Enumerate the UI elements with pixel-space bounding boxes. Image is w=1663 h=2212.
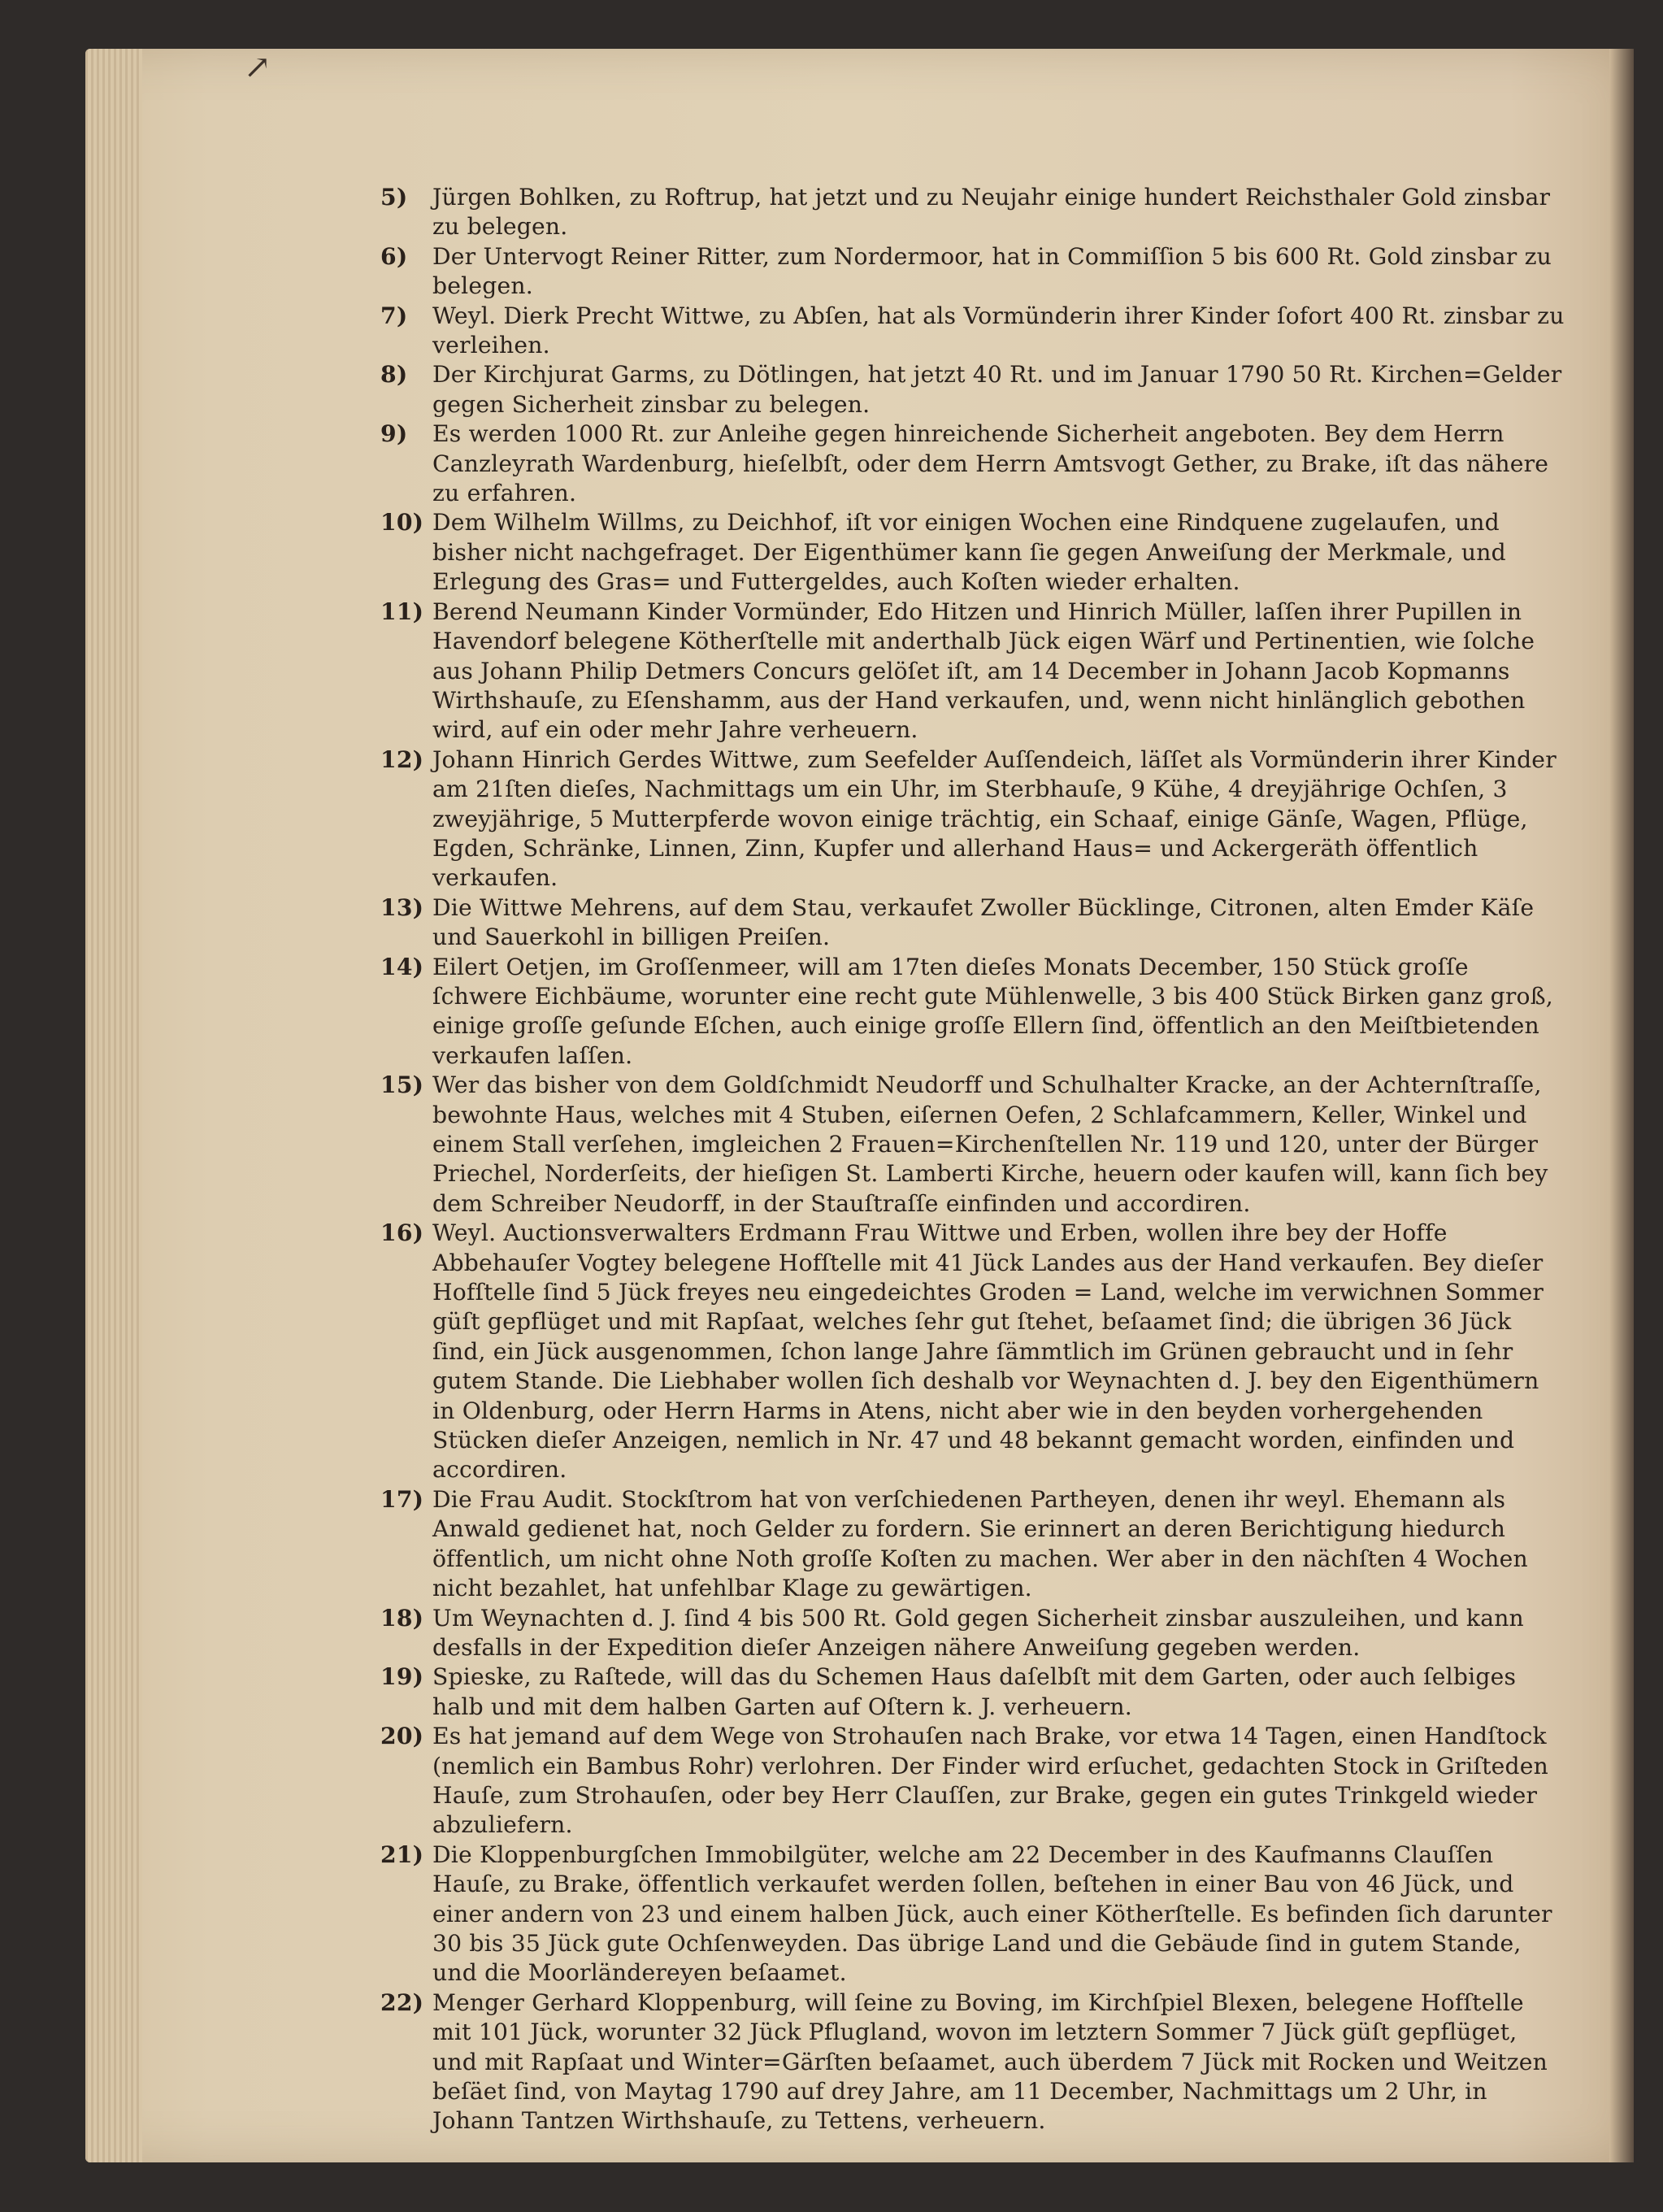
entry-number: 16): [380, 1219, 424, 1247]
announcement-entry: [382, 183, 1569, 242]
announcement-entry: [382, 1988, 1569, 2136]
entry-text: Die Wittwe Mehrens, auf dem Stau, verkaufet Zwoller Bücklinge, Citronen, alten Emder Käſe und Sauerkohl in billigen Preiſen.: [432, 893, 1535, 951]
entry-number: 15): [380, 1071, 424, 1099]
entry-text: Wer das bisher von dem Goldſchmidt Neudorff und Schulhalter Kracke, an der Achternſtraſſe, bewohnte Haus, welches mit 4 Stuben, eiſernen Oefen, 2 Schlafcammern, Keller, Winkel und einem Stall verſehen, imgleichen 2 Frauen=Kirchenſtellen Nr. 119 und 120, unter der Bürger Priechel, Norderſeits, der hieſigen St. Lamberti Kirche, heuern oder kaufen will, kann ſich bey dem Schreiber Neudorff, in der Stauſtraſſe einfinden und accordiren.: [432, 1071, 1548, 1217]
entry-number: 6): [380, 242, 408, 270]
entry-number: 13): [380, 893, 424, 921]
entry-number: 5): [380, 184, 408, 211]
entry-text: Um Weynachten d. J. ſind 4 bis 500 Rt. Gold gegen Sicherheit zinsbar auszuleihen, und kann desfalls in der Expedition dieſer Anzeigen nähere Anweiſung gegeben werden.: [432, 1604, 1524, 1661]
announcement-entry: [382, 1071, 1569, 1219]
entry-number: 7): [380, 302, 408, 329]
entry-text: Der Untervogt Reiner Ritter, zum Nordermoor, hat in Commiſſion 5 bis 600 Rt. Gold zinsbar zu belegen.: [432, 242, 1552, 300]
announcement-entry: [382, 893, 1569, 953]
entry-text: Berend Neumann Kinder Vormünder, Edo Hitzen und Hinrich Müller, laſſen ihrer Pupillen in Havendorf belegene Kötherſtelle mit anderthalb Jück eigen Wärf und Pertinentien, wie ſolche aus Johann Philip Detmers Concurs gelöſet iſt, am 14 December in Johann Jacob Kopmanns Wirthshauſe, zu Eſenshamm, aus der Hand verkaufen, und, wenn nicht hinlänglich gebothen wird, auf ein oder mehr Jahre verheuern.: [432, 598, 1535, 744]
entry-text: Eilert Oetjen, im Groſſenmeer, will am 17ten dieſes Monats December, 150 Stück groſſe ſchwere Eichbäume, worunter eine recht gute Mühlenwelle, 3 bis 400 Stück Birken ganz groß, einige groſſe geſunde Eſchen, auch einige groſſe Ellern ſind, öffentlich an den Meiſtbietenden verkaufen laſſen.: [432, 953, 1553, 1069]
entry-number: 17): [380, 1485, 424, 1513]
corner-mark: ↗: [244, 49, 271, 86]
announcement-entry: [382, 1662, 1569, 1722]
announcement-entry: [382, 508, 1569, 597]
entry-text: Der Kirchjurat Garms, zu Dötlingen, hat jetzt 40 Rt. und im Januar 1790 50 Rt. Kirchen=Gelder gegen Sicherheit zinsbar zu belegen.: [432, 361, 1562, 418]
entry-text: Weyl. Auctionsverwalters Erdmann Frau Wittwe und Erben, wollen ihre bey der Hoffe Abbehauſer Vogtey belegene Hofſtelle mit 41 Jück Landes aus der Hand verkaufen. Bey dieſer Hofſtelle ſind 5 Jück freyes neu eingedeichtes Groden = Land, welche im verwichnen Sommer güſt gepflüget und mit Rapſaat, welches ſehr gut ſtehet, beſaamet ſind; die übrigen 36 Jück ſind, ein Jück ausgenommen, ſchon lange Jahre ſämmtlich im Grünen gebraucht und in ſehr gutem Stande. Die Liebhaber wollen ſich deshalb vor Weynachten d. J. bey den Eigenthümern in Oldenburg, oder Herrn Harms in Atens, nicht aber wie in den beyden vorhergehenden Stücken dieſer Anzeigen, nemlich in Nr. 47 und 48 bekannt gemacht worden, einfinden und accordiren.: [432, 1219, 1544, 1484]
entry-number: 12): [380, 745, 424, 773]
announcement-entry: [382, 745, 1569, 893]
announcement-entry: [382, 419, 1569, 508]
entry-text: Die Frau Audit. Stockſtrom hat von verſchiedenen Partheyen, denen ihr weyl. Ehemann als Anwald gedienet hat, noch Gelder zu fordern. Sie erinnert an deren Berichtigung hiedurch öffentlich, um nicht ohne Noth groſſe Koſten zu machen. Wer aber in den nächſten 4 Wochen nicht bezahlet, hat unfehlbar Klage zu gewärtigen.: [432, 1485, 1528, 1602]
book-spine-shadow: [1609, 49, 1634, 2162]
entry-number: 8): [380, 361, 408, 389]
entry-text: Dem Wilhelm Willms, zu Deichhof, iſt vor einigen Wochen eine Rindquene zugelaufen, und bisher nicht nachgefraget. Der Eigenthümer kann ſie gegen Anweiſung der Merkmale, und Erlegung des Gras= und Futtergeldes, auch Koſten wieder erhalten.: [432, 509, 1506, 596]
entry-number: 11): [380, 598, 424, 625]
entry-text: Jürgen Bohlken, zu Roftrup, hat jetzt und zu Neujahr einige hundert Reichsthaler Gold zinsbar zu belegen.: [432, 184, 1551, 241]
entry-number: 20): [380, 1723, 424, 1750]
entry-text: Es hat jemand auf dem Wege von Strohauſen nach Brake, vor etwa 14 Tagen, einen Handſtock (nemlich ein Bambus Rohr) verlohren. Der Finder wird erſuchet, gedachten Stock in Griſteden Hauſe, zum Strohauſen, oder bey Herr Clauſſen, zur Brake, gegen ein gutes Trinkgeld wieder abzuliefern.: [432, 1723, 1548, 1839]
entry-text: Johann Hinrich Gerdes Wittwe, zum Seefelder Auſſendeich, läſſet als Vormünderin ihrer Kinder am 21ſten dieſes, Nachmittags um ein Uhr, im Sterbhauſe, 9 Kühe, 4 dreyjährige Ochſen, 3 zweyjährige, 5 Mutterpferde wovon einige trächtig, ein Schaaf, einige Gänſe, Wagen, Pflüge, Egden, Schränke, Linnen, Zinn, Kupfer und allerhand Haus= und Ackergeräth öffentlich verkaufen.: [432, 745, 1557, 892]
page-edges: [85, 49, 142, 2162]
announcement-entry: [382, 1485, 1569, 1604]
announcement-entry: [382, 1219, 1569, 1485]
announcement-entry: [382, 953, 1569, 1071]
announcement-entry: [382, 1722, 1569, 1840]
announcement-entry: [382, 242, 1569, 302]
entry-number: 14): [380, 953, 424, 980]
entry-number: 19): [380, 1663, 424, 1691]
announcement-entry: [382, 1604, 1569, 1663]
announcement-entry: [382, 360, 1569, 419]
announcements-list: [382, 183, 1569, 2136]
entry-number: 10): [380, 509, 424, 537]
entry-number: 9): [380, 420, 408, 448]
announcement-entry: [382, 598, 1569, 745]
entry-text: Die Kloppenburgſchen Immobilgüter, welche am 22 December in des Kaufmanns Clauſſen Hauſe, zu Brake, öffentlich verkaufet werden ſollen, beſtehen in einer Bau von 46 Jück, und einer andern von 23 und einem halben Jück, auch einer Kötherſtelle. Es befinden ſich darunter 30 bis 35 Jück gute Ochſenweyden. Das übrige Land und die Gebäude ſind in gutem Stande, und die Moorländereyen beſaamet.: [432, 1840, 1552, 1987]
entry-text: Spieske, zu Raſtede, will das du Schemen Haus daſelbſt mit dem Garten, oder auch ſelbiges halb und mit dem halben Garten auf Oſtern k. J. verheuern.: [432, 1663, 1517, 1720]
entry-number: 18): [380, 1604, 424, 1632]
entry-number: 22): [380, 1988, 424, 2016]
entry-text: Es werden 1000 Rt. zur Anleihe gegen hinreichende Sicherheit angeboten. Bey dem Herrn Canzleyrath Wardenburg, hieſelbſt, oder dem Herrn Amtsvogt Gether, zu Brake, iſt das nähere zu erfahren.: [432, 420, 1549, 507]
announcement-entry: [382, 302, 1569, 361]
announcement-entry: [382, 1840, 1569, 1988]
entry-number: 21): [380, 1840, 424, 1868]
entry-text: Menger Gerhard Kloppenburg, will ſeine zu Boving, im Kirchſpiel Blexen, belegene Hofſtelle mit 101 Jück, worunter 32 Jück Pflugland, wovon im letztern Sommer 7 Jück güſt gepflüget, und mit Rapſaat und Winter=Gärſten beſaamet, auch überdem 7 Jück mit Rocken und Weitzen beſäet ſind, von Maytag 1790 auf drey Jahre, am 11 December, Nachmittags um 2 Uhr, in Johann Tantzen Wirthshauſe, zu Tettens, verheuern.: [432, 1988, 1548, 2135]
entry-text: Weyl. Dierk Precht Wittwe, zu Abſen, hat als Vormünderin ihrer Kinder ſofort 400 Rt. zinsbar zu verleihen.: [432, 302, 1565, 359]
